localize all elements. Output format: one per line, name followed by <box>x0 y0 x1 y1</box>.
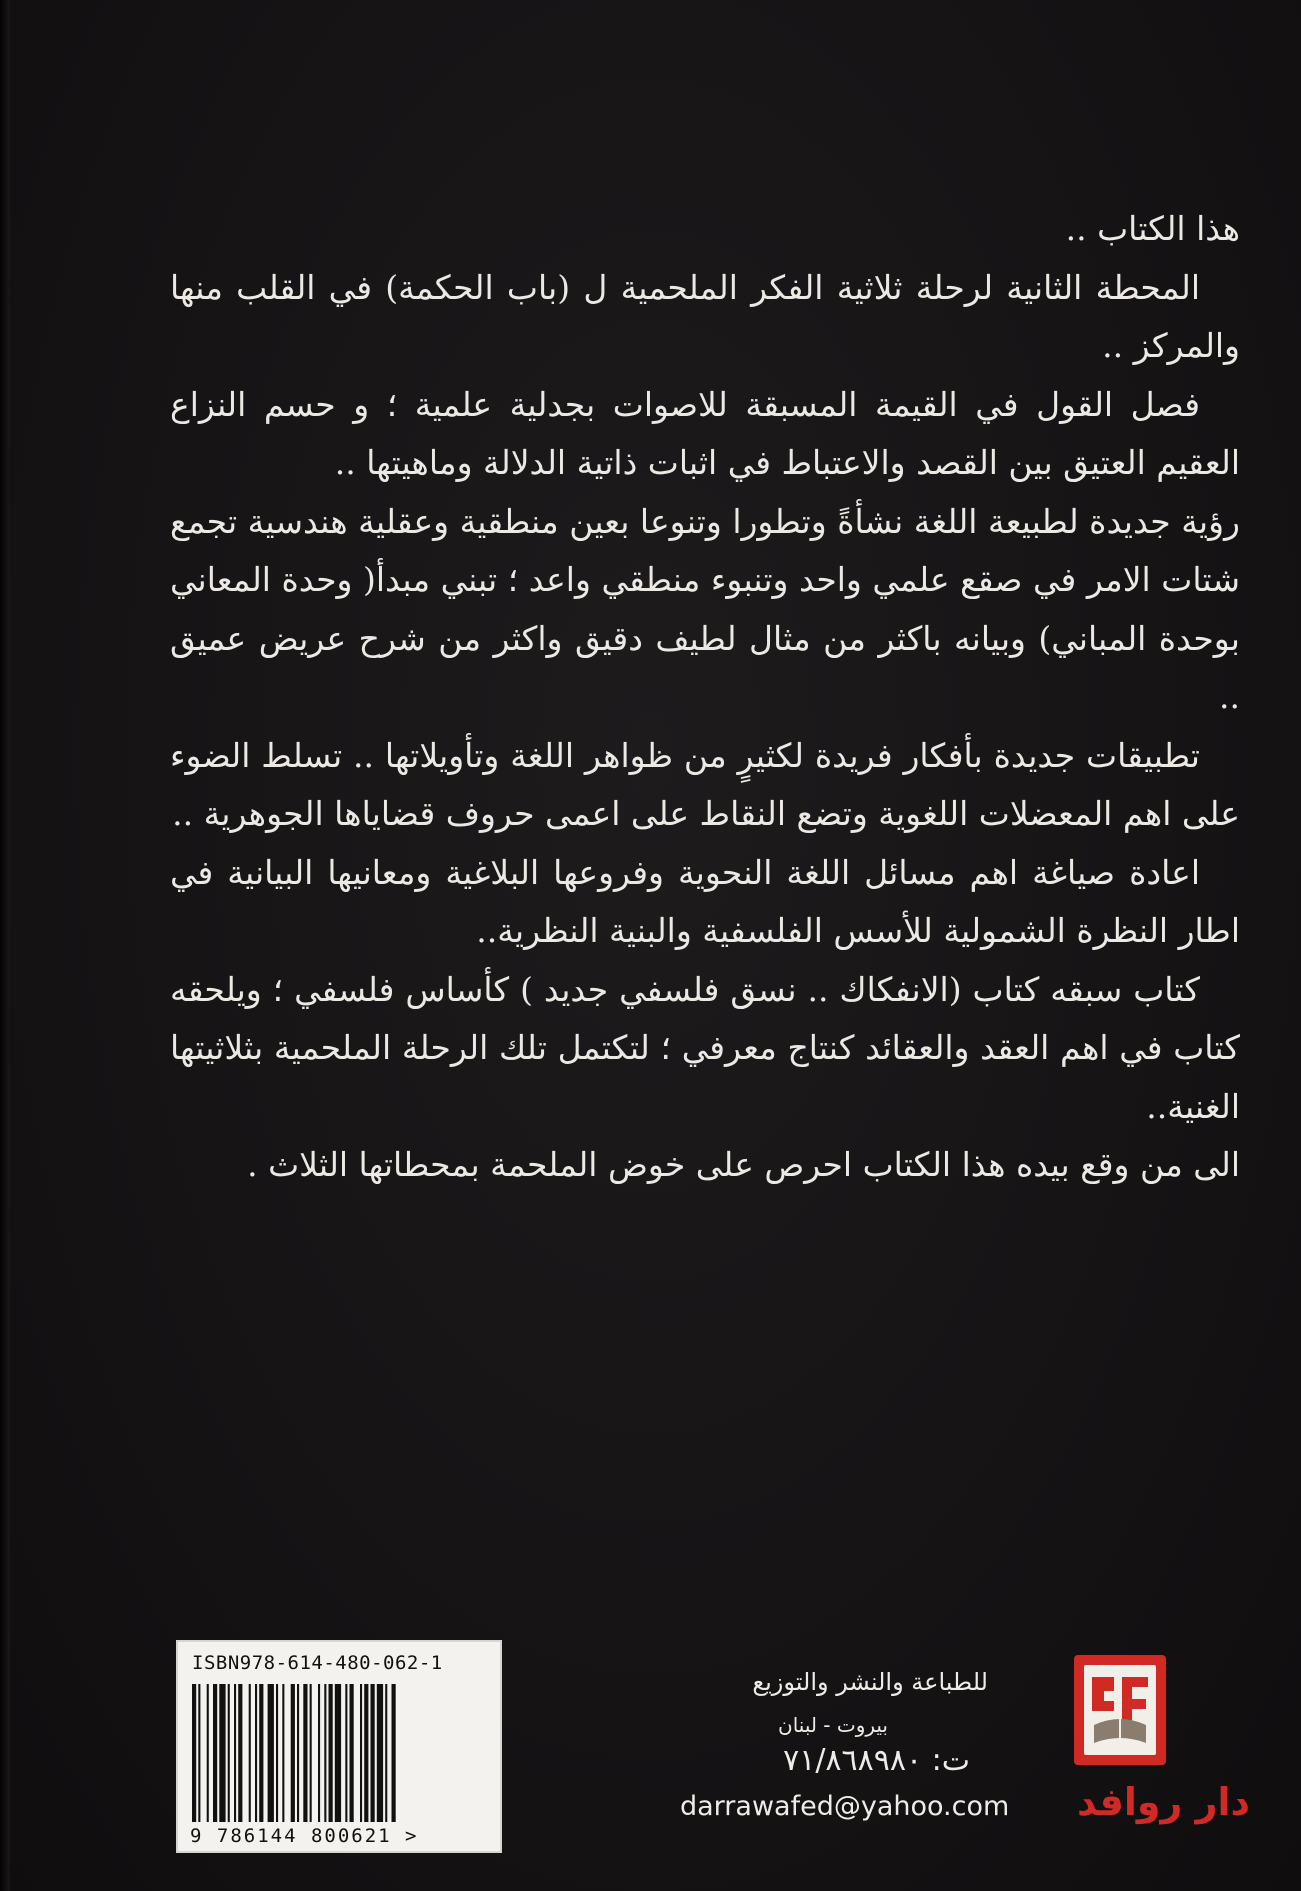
barcode-bar <box>219 1684 225 1822</box>
spine-edge <box>0 0 10 1891</box>
publisher-phone: ت: ٧١/٨٦٨٩٨٠ <box>783 1743 970 1778</box>
blurb-text <box>170 200 1240 1195</box>
publisher-email: darrawafed@yahoo.com <box>680 1791 1010 1822</box>
blurb-paragraph: فصل القول في القيمة المسبقة للاصوات بجدلية علمية ؛ و حسم النزاع العقيم العتيق بين القصد والاعتباط في اثبات ذاتية الدلالة وماهيتها .. <box>170 384 1240 482</box>
barcode-digits: 9 786144 800621 > <box>190 1825 419 1847</box>
barcode-bar <box>385 1684 387 1822</box>
barcode-bar <box>335 1684 341 1822</box>
barcode-bar <box>259 1684 263 1822</box>
barcode-bar <box>276 1684 278 1822</box>
barcode-bar <box>291 1684 295 1822</box>
publisher-tagline: للطباعة والنشر والتوزيع <box>752 1668 988 1696</box>
barcode-bar <box>392 1684 396 1822</box>
barcode-bar <box>268 1684 274 1822</box>
barcode-bar <box>377 1684 383 1822</box>
barcode-bar <box>234 1684 236 1822</box>
barcode-bar <box>360 1684 362 1822</box>
blurb-paragraph: رؤية جديدة لطبيعة اللغة نشأةً وتطورا وتنوعا بعين منطقية وعقلية هندسية تجمع شتات الامر في صقع علمي واحد وتنبوء منطقي واعد ؛ تبني مبدأ( وحدة المعاني بوحدة المباني) وبيانه باكثر من مثال لطيف دقيق واكثر من شرح عريض عميق .. <box>170 501 1240 716</box>
barcode-bar <box>329 1684 333 1822</box>
barcode-bar <box>228 1684 230 1822</box>
barcode-bar <box>297 1684 299 1822</box>
barcode-bar <box>324 1684 326 1822</box>
barcode-bar <box>318 1684 320 1822</box>
barcode-bar <box>282 1684 284 1822</box>
barcode-bar <box>303 1684 307 1822</box>
blurb-paragraph: كتاب سبقه كتاب (الانفكاك .. نسق فلسفي جديد ) كأساس فلسفي ؛ ويلحقه كتاب في اهم العقد والعقائد كنتاج معرفي ؛ لتكتمل تلك الرحلة الملحمية بثلاثيتها الغنية.. <box>170 969 1240 1126</box>
barcode-bar <box>350 1684 354 1822</box>
barcode-bar <box>371 1684 375 1822</box>
rawafed-logo-icon <box>1074 1655 1166 1765</box>
barcode-bar <box>345 1684 347 1822</box>
publisher-name: دار روافد <box>1077 1780 1250 1824</box>
blurb-paragraph: تطبيقات جديدة بأفكار فريدة لكثيرٍ من ظواهر اللغة وتأويلاتها .. تسلط الضوء على اهم المعضلات اللغوية وتضع النقاط على اعمى حروف قضاياها الجوهرية .. <box>170 735 1240 833</box>
barcode-bar <box>310 1684 312 1822</box>
barcode-bar <box>364 1684 368 1822</box>
barcode-bar <box>198 1684 200 1822</box>
blurb-intro: هذا الكتاب .. <box>1065 209 1240 248</box>
barcode-bars <box>190 1684 490 1822</box>
barcode-bar <box>192 1684 196 1822</box>
barcode-bar <box>255 1684 257 1822</box>
barcode-bar <box>238 1684 242 1822</box>
barcode-bar <box>207 1684 209 1822</box>
isbn-label: ISBN978-614-480-062-1 <box>192 1652 443 1674</box>
publisher-location: بيروت - لبنان <box>778 1713 888 1737</box>
barcode-bar <box>213 1684 217 1822</box>
barcode-bar <box>249 1684 251 1822</box>
blurb-paragraph: المحطة الثانية لرحلة ثلاثية الفكر الملحمية ل (باب الحكمة) في القلب منها والمركز .. <box>170 267 1240 365</box>
isbn-barcode <box>176 1640 502 1853</box>
blurb-paragraph: الى من وقع بيده هذا الكتاب احرص على خوض الملحمة بمحطاتها الثلاث . <box>247 1145 1240 1184</box>
blurb-paragraph: اعادة صياغة اهم مسائل اللغة النحوية وفروعها البلاغية ومعانيها البيانية في اطار النظرة الشمولية للأسس الفلسفية والبنية النظرية.. <box>170 852 1240 950</box>
